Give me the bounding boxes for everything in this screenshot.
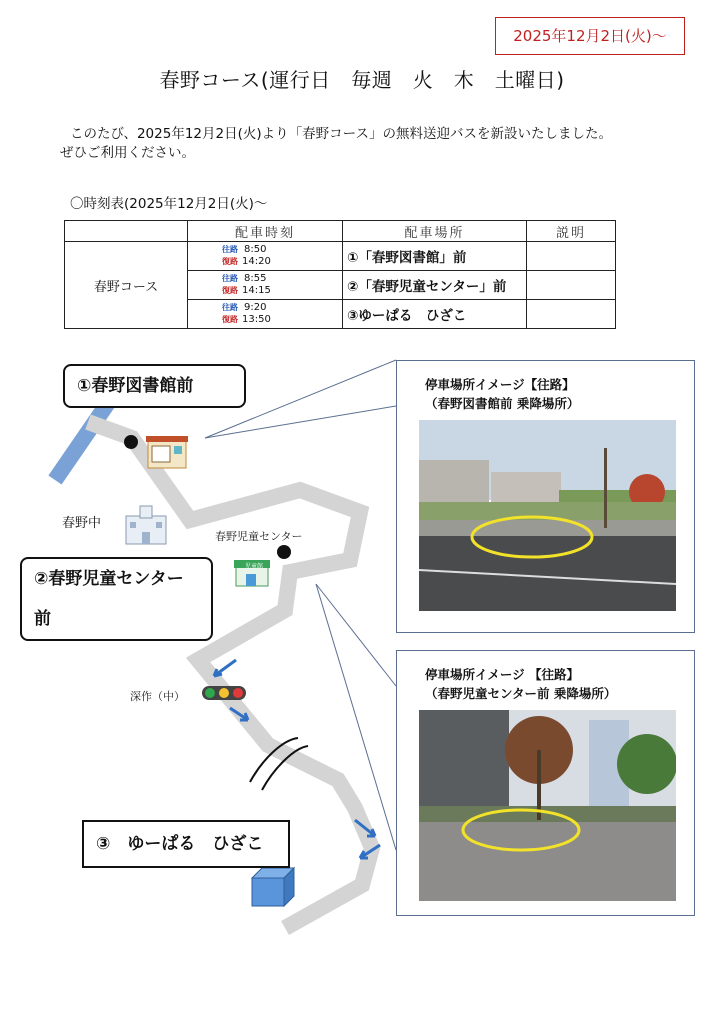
back-time: 13:50 (242, 314, 271, 325)
page-title: 春野コース(運行日 毎週 火 木 土曜日) (159, 68, 565, 92)
place-cell: ③ゆーぱる ひざこ (343, 300, 527, 329)
signal-label: 深作（中） (130, 690, 185, 703)
back-time: 14:20 (242, 256, 271, 267)
stop2-callout: ②春野児童センター前 (20, 557, 213, 641)
school-label: 春野中 (62, 516, 102, 531)
go-time: 8:55 (244, 273, 267, 284)
stop1-dot (124, 435, 138, 449)
note-cell (527, 300, 616, 329)
course-name: 春野コース (65, 242, 188, 329)
photo-frame-1 (396, 360, 695, 633)
header-place: 配車場所 (343, 221, 527, 242)
timetable (64, 220, 616, 329)
stop2-dot (277, 545, 291, 559)
back-label: 復路 (222, 257, 238, 266)
leader-line-2 (316, 584, 396, 686)
center-label: 春野児童センター (215, 530, 303, 543)
place-cell: ②「春野児童センター」前 (343, 271, 527, 300)
leader-line-1 (205, 406, 396, 438)
place-cell: ①「春野図書館」前 (343, 242, 527, 271)
intro-text: このたび、2025年12月2日(火)より「春野コース」の無料送迎バスを新設いたしました。ぜひご利用ください。 (60, 126, 612, 161)
school-icon (126, 506, 166, 544)
yupal-building-icon (252, 868, 294, 906)
schedule-label: 〇時刻表(2025年12月2日(火)～ (70, 196, 268, 212)
photo2-title-line1: 停車場所イメージ 【往路】 (425, 667, 579, 682)
stop3-box: ③ ゆーぱる ひざこ (82, 820, 290, 868)
time-cell (188, 242, 343, 271)
go-label: 往路 (222, 245, 238, 254)
back-time: 14:15 (242, 285, 271, 296)
library-icon (146, 436, 188, 468)
note-cell (527, 271, 616, 300)
time-cell (188, 300, 343, 329)
note-cell (527, 242, 616, 271)
time-cell (188, 271, 343, 300)
center-sign: 児童館 (244, 563, 263, 570)
go-time: 9:20 (244, 302, 267, 313)
photo1-title-line1: 停車場所イメージ【往路】 (425, 377, 575, 392)
header-time: 配車時刻 (188, 221, 343, 242)
go-label: 往路 (222, 274, 238, 283)
stop1-callout: ①春野図書館前 (63, 364, 246, 408)
photo-library-stop (419, 420, 676, 611)
back-label: 復路 (222, 315, 238, 324)
photo1-title-line2: （春野図書館前 乗降場所） (425, 396, 580, 411)
header-note: 説明 (527, 221, 616, 242)
date-badge: 2025年12月2日(火)～ (495, 17, 685, 55)
back-label: 復路 (222, 286, 238, 295)
photo2-title-line2: （春野児童センター前 乗降場所） (425, 686, 617, 701)
photo1-title (425, 375, 579, 413)
table-row (65, 242, 616, 271)
table-header-row (65, 221, 616, 242)
photo-center-stop (419, 710, 676, 901)
photo-frame-2 (396, 650, 695, 916)
go-label: 往路 (222, 303, 238, 312)
header-blank (65, 221, 188, 242)
go-time: 8:50 (244, 244, 267, 255)
photo2-title (425, 665, 616, 703)
traffic-signal-icon (202, 686, 246, 700)
